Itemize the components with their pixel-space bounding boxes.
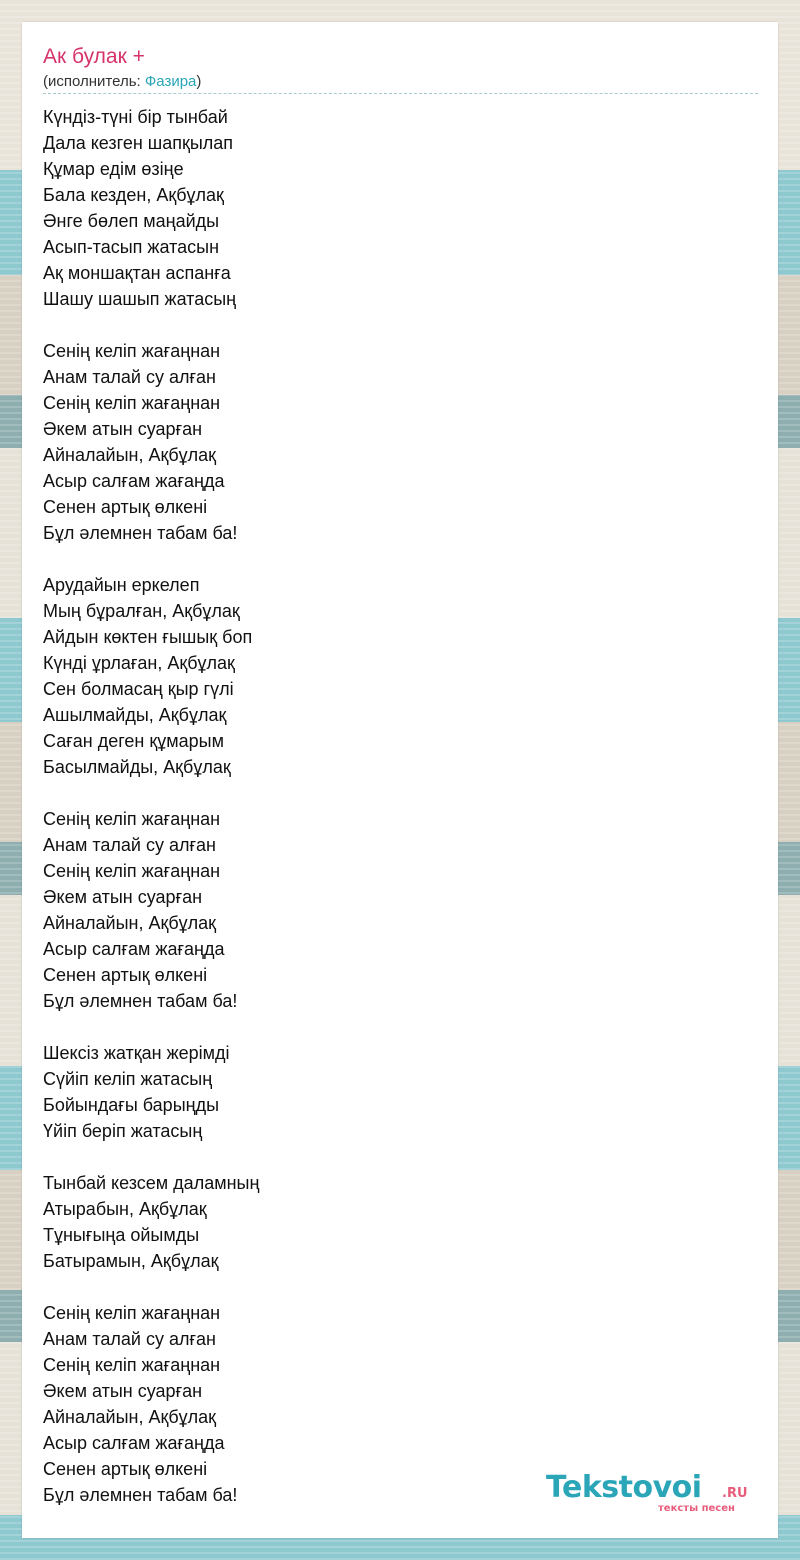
lyric-line: Бұл әлемнен табам ба! — [43, 1485, 238, 1505]
artist-link[interactable]: Фазира — [144, 73, 197, 90]
lyric-line: Сенен артық өлкені — [43, 1459, 208, 1479]
logo-tld: .RU — [722, 1486, 748, 1501]
lyric-line: Айналайын, Ақбұлақ — [43, 445, 217, 465]
lyric-line: Шашу шашып жатасың — [43, 289, 237, 309]
lyric-line: Айдын көктен ғышық боп — [43, 627, 253, 647]
lyric-line: Сенің келіп жағаңнан — [43, 809, 221, 829]
lyric-line: Сүйіп келіп жатасың — [43, 1069, 213, 1089]
lyric-line: Бұл әлемнен табам ба! — [43, 991, 238, 1011]
lyrics-body — [43, 104, 758, 1534]
lyric-line: Анам талай су алған — [43, 1329, 216, 1349]
lyric-line: Бойындағы барыңды — [43, 1095, 220, 1115]
lyric-line: Сенен артық өлкені — [43, 497, 208, 517]
lyric-line: Ашылмайды, Ақбұлақ — [43, 705, 227, 725]
lyric-line: Басылмайды, Ақбұлақ — [43, 757, 231, 777]
artist-line — [43, 72, 201, 92]
lyric-line: Батырамын, Ақбұлақ — [43, 1251, 219, 1271]
lyric-line: Құмар едім өзіңе — [43, 159, 184, 179]
lyric-line: Сенің келіп жағаңнан — [43, 1303, 221, 1323]
verse — [43, 806, 758, 1014]
lyric-line: Анам талай су алған — [43, 835, 216, 855]
lyric-line: Ақ моншақтан аспанға — [43, 263, 231, 283]
lyric-line: Саған деген құмарым — [43, 731, 224, 751]
tekstovoi-logo[interactable] — [546, 1470, 752, 1514]
logo-tagline: тексты песен — [658, 1503, 735, 1514]
lyric-line: Үйіп беріп жатасың — [43, 1121, 203, 1141]
lyrics-card — [22, 22, 778, 1538]
verse — [43, 572, 758, 780]
lyric-line: Сенің келіп жағаңнан — [43, 1355, 221, 1375]
verse — [43, 1040, 758, 1144]
lyric-line: Сен болмасаң қыр гүлі — [43, 679, 234, 699]
lyric-line: Асыр салғам жағаңда — [43, 939, 225, 959]
lyric-line: Бала кезден, Ақбұлақ — [43, 185, 224, 205]
lyric-line: Мың бұралған, Ақбұлақ — [43, 601, 240, 621]
lyric-line: Бұл әлемнен табам ба! — [43, 523, 238, 543]
lyric-line: Анам талай су алған — [43, 367, 216, 387]
title-divider — [43, 93, 758, 94]
artist-suffix: ) — [196, 73, 202, 90]
song-title: Ак булак + — [43, 45, 145, 68]
lyric-line: Сенен артық өлкені — [43, 965, 208, 985]
lyric-line: Арудайын еркелеп — [43, 575, 200, 595]
verse — [43, 104, 758, 312]
lyric-line: Тұнығыңа ойымды — [43, 1225, 200, 1245]
artist-prefix: (исполнитель: — [43, 73, 145, 90]
lyric-line: Айналайын, Ақбұлақ — [43, 913, 217, 933]
lyric-line: Әкем атын суарған — [43, 419, 203, 439]
lyric-line: Әнге бөлеп маңайды — [43, 211, 220, 231]
lyric-line: Сенің келіп жағаңнан — [43, 861, 221, 881]
lyric-line: Дала кезген шапқылап — [43, 133, 234, 153]
lyric-line: Күндіз-түні бір тынбай — [43, 107, 228, 127]
lyric-line: Шексіз жатқан жерімді — [43, 1043, 230, 1063]
lyric-line: Тынбай кезсем даламның — [43, 1173, 260, 1193]
lyric-line: Сенің келіп жағаңнан — [43, 393, 221, 413]
lyric-line: Әкем атын суарған — [43, 887, 203, 907]
lyric-line: Күнді ұрлаған, Ақбұлақ — [43, 653, 235, 673]
lyric-line: Асыр салғам жағаңда — [43, 471, 225, 491]
verse — [43, 1170, 758, 1274]
verse — [43, 338, 758, 546]
lyric-line: Асыр салғам жағаңда — [43, 1433, 225, 1453]
lyric-line: Атырабын, Ақбұлақ — [43, 1199, 207, 1219]
lyric-line: Асып-тасып жатасын — [43, 237, 220, 257]
lyric-line: Сенің келіп жағаңнан — [43, 341, 221, 361]
lyric-line: Әкем атын суарған — [43, 1381, 203, 1401]
lyric-line: Айналайын, Ақбұлақ — [43, 1407, 217, 1427]
logo-word: Tekstovoi — [546, 1470, 702, 1505]
